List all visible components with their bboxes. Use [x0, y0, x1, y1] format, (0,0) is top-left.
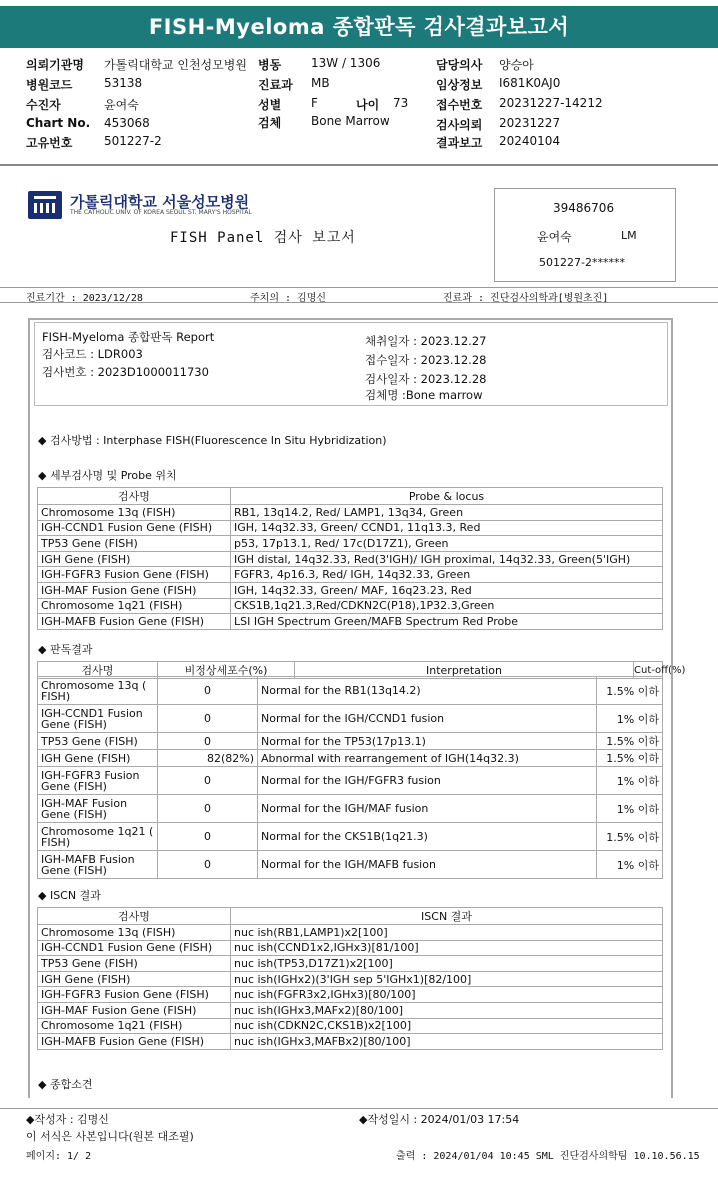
- table-row: [38, 536, 663, 552]
- result-cutoff: 1% 이하: [597, 851, 663, 879]
- result-interpretation: Normal for the IGH/CCND1 fusion: [258, 705, 597, 733]
- page-number: 페이지: 1/ 2: [26, 1151, 92, 1162]
- probe-locus: FGFR3, 4p16.3, Red/ IGH, 14q32.33, Green: [231, 567, 663, 583]
- probe-test: TP53 Gene (FISH): [38, 536, 231, 552]
- result-test: IGH-MAFB Fusion Gene (FISH): [38, 851, 158, 879]
- result-interpretation: Normal for the IGH/MAFB fusion: [258, 851, 597, 879]
- chart-label: Chart No.: [26, 116, 91, 130]
- iscn-test: IGH Gene (FISH): [38, 971, 231, 987]
- iscn-result: nuc ish(IGHx2)(3'IGH sep 5'IGHx1)[82/100]: [231, 971, 663, 987]
- report-title-bar: FISH-Myeloma 종합판독 검사결과보고서: [0, 6, 718, 48]
- table-row: [38, 598, 663, 614]
- table-row: [38, 582, 663, 598]
- probe-header-locus: Probe & locus: [231, 488, 663, 505]
- hospital-logo-sub: THE CATHOLIC UNIV. OF KOREA SEOUL ST. MARY'S HOSPITAL: [70, 209, 252, 216]
- hospital-value: 가톨릭대학교 인천성모병원: [104, 58, 247, 72]
- visit-department: 진료과 : 진단검사의학과[병원초진]: [443, 293, 609, 304]
- result-test: IGH-CCND1 Fusion Gene (FISH): [38, 705, 158, 733]
- age-label: 나이: [356, 98, 380, 112]
- visit-meta: [0, 287, 718, 303]
- table-row: [38, 733, 663, 750]
- doctor-value: 양승아: [499, 58, 534, 72]
- table-row: [38, 1034, 663, 1050]
- specimen-value: Bone Marrow: [311, 114, 390, 128]
- probe-table: [37, 487, 663, 630]
- summary-title: ◆ 종합소견: [38, 1078, 93, 1091]
- table-row: [38, 750, 663, 767]
- result-cutoff: 1.5% 이하: [597, 750, 663, 767]
- dept-label: 진료과: [258, 78, 293, 92]
- hospital-emblem-icon: [28, 191, 62, 219]
- request-value: 20231227: [499, 116, 561, 130]
- result-count: 82(82%): [158, 750, 258, 767]
- receipt-label: 접수번호: [436, 98, 483, 112]
- probe-test: IGH Gene (FISH): [38, 551, 231, 567]
- result-test: Chromosome 13q ( FISH): [38, 677, 158, 705]
- hospital-label: 의뢰기관명: [26, 58, 84, 72]
- print-line: [0, 1146, 718, 1162]
- iscn-result: nuc ish(FGFR3x2,IGHx3)[80/100]: [231, 987, 663, 1003]
- result-cutoff: 1% 이하: [597, 705, 663, 733]
- table-row: [38, 940, 663, 956]
- iscn-test: IGH-MAFB Fusion Gene (FISH): [38, 1034, 231, 1050]
- result-interpretation: Normal for the TP53(17p13.1): [258, 733, 597, 750]
- result-test: IGH-MAF Fusion Gene (FISH): [38, 795, 158, 823]
- patient-info: [0, 52, 718, 160]
- result-cutoff: 1.5% 이하: [597, 733, 663, 750]
- result-header-interpretation: Interpretation: [295, 662, 634, 679]
- probe-test: Chromosome 1q21 (FISH): [38, 598, 231, 614]
- code-label: 병원코드: [26, 78, 73, 92]
- probe-locus: IGH distal, 14q32.33, Red(3'IGH)/ IGH proximal, 14q32.33, Green(5'IGH): [231, 551, 663, 567]
- table-row: [38, 551, 663, 567]
- table-row: [38, 987, 663, 1003]
- result-cutoff: 1% 이하: [597, 767, 663, 795]
- result-table-body: [37, 676, 663, 879]
- result-test: IGH-FGFR3 Fusion Gene (FISH): [38, 767, 158, 795]
- age-value: 73: [393, 96, 409, 110]
- id-name: 윤여숙: [537, 230, 572, 244]
- doctor-label: 담당의사: [436, 58, 483, 72]
- copy-note: 이 서식은 사본입니다(원본 대조필): [26, 1130, 194, 1143]
- unique-value: 501227-2: [104, 134, 162, 148]
- fish-panel-title: FISH Panel 검사 보고서: [170, 230, 356, 246]
- table-row: [38, 767, 663, 795]
- table-row: [38, 505, 663, 521]
- result-interpretation: Normal for the CKS1B(1q21.3): [258, 823, 597, 851]
- iscn-test: IGH-MAF Fusion Gene (FISH): [38, 1002, 231, 1018]
- iscn-section-title: ◆ ISCN 결과: [38, 889, 101, 902]
- iscn-header-result: ISCN 결과: [231, 908, 663, 925]
- probe-test: IGH-CCND1 Fusion Gene (FISH): [38, 520, 231, 536]
- table-row: [38, 971, 663, 987]
- attending-physician: 주치의 : 김명신: [250, 293, 327, 304]
- result-count: 0: [158, 851, 258, 879]
- id-rrn: 501227-2******: [539, 256, 625, 269]
- result-header-cutoff: Cut-off(%): [634, 662, 663, 679]
- iscn-test: Chromosome 13q (FISH): [38, 925, 231, 941]
- patient-label: 수진자: [26, 98, 61, 112]
- result-count: 0: [158, 823, 258, 851]
- specimen-name: 검체명 :Bone marrow: [365, 388, 483, 402]
- table-row: [38, 677, 663, 705]
- divider: [0, 164, 718, 166]
- result-section-title: ◆ 판독결과: [38, 643, 93, 656]
- specimen-label: 검체: [258, 116, 282, 130]
- report-label: 결과보고: [436, 136, 483, 150]
- result-count: 0: [158, 677, 258, 705]
- unique-label: 고유번호: [26, 136, 73, 150]
- probe-header-test: 검사명: [38, 488, 231, 505]
- iscn-table: [37, 907, 663, 1050]
- iscn-result: nuc ish(CCND1x2,IGHx3)[81/100]: [231, 940, 663, 956]
- iscn-result: nuc ish(RB1,LAMP1)x2[100]: [231, 925, 663, 941]
- report-name: FISH-Myeloma 종합판독 Report: [42, 330, 215, 344]
- probe-test: Chromosome 13q (FISH): [38, 505, 231, 521]
- receipt-value: 20231227-14212: [499, 96, 603, 110]
- table-row: [38, 520, 663, 536]
- hospital-logo-name: 가톨릭대학교 서울성모병원: [70, 193, 250, 211]
- probe-locus: CKS1B,1q21.3,Red/CDKN2C(P18),1P32.3,Green: [231, 598, 663, 614]
- chart-value: 453068: [104, 116, 150, 130]
- probe-locus: IGH, 14q32.33, Green/ MAF, 16q23.23, Red: [231, 582, 663, 598]
- table-row: [38, 705, 663, 733]
- result-count: 0: [158, 795, 258, 823]
- request-label: 검사의뢰: [436, 118, 483, 132]
- code-value: 53138: [104, 76, 143, 90]
- method-line: ◆ 검사방법 : Interphase FISH(Fluorescence In Situ Hybridization): [38, 434, 387, 447]
- iscn-result: nuc ish(IGHx3,MAFx2)[80/100]: [231, 1002, 663, 1018]
- iscn-test: TP53 Gene (FISH): [38, 956, 231, 972]
- table-row: [38, 823, 663, 851]
- id-code: LM: [621, 229, 637, 242]
- probe-locus: RB1, 13q14.2, Red/ LAMP1, 13q34, Green: [231, 505, 663, 521]
- collect-date: 채취일자 : 2023.12.27: [365, 334, 487, 348]
- patient-id-box: [494, 188, 676, 282]
- result-interpretation: Normal for the IGH/MAF fusion: [258, 795, 597, 823]
- iscn-test: IGH-FGFR3 Fusion Gene (FISH): [38, 987, 231, 1003]
- probe-locus: LSI IGH Spectrum Green/MAFB Spectrum Red Probe: [231, 614, 663, 630]
- result-count: 0: [158, 705, 258, 733]
- result-interpretation: Normal for the RB1(13q14.2): [258, 677, 597, 705]
- receive-date: 접수일자 : 2023.12.28: [365, 353, 487, 367]
- result-test: IGH Gene (FISH): [38, 750, 158, 767]
- patient-value: 윤여숙: [104, 98, 139, 112]
- test-number: 검사번호 : 2023D1000011730: [42, 365, 209, 379]
- clinical-value: I681K0AJ0: [499, 76, 561, 90]
- probe-test: IGH-FGFR3 Fusion Gene (FISH): [38, 567, 231, 583]
- result-cutoff: 1.5% 이하: [597, 677, 663, 705]
- author: ◆작성자 : 김명신: [26, 1113, 109, 1126]
- result-test: Chromosome 1q21 ( FISH): [38, 823, 158, 851]
- probe-locus: p53, 17p13.1, Red/ 17c(D17Z1), Green: [231, 536, 663, 552]
- table-row: [38, 614, 663, 630]
- dept-value: MB: [311, 76, 330, 90]
- result-header-abnormal: 비정상세포수(%): [158, 662, 295, 679]
- table-row: [38, 1002, 663, 1018]
- test-code: 검사코드 : LDR003: [42, 347, 143, 361]
- result-count: 0: [158, 733, 258, 750]
- table-row: [38, 851, 663, 879]
- copy-note-line: [0, 1127, 718, 1143]
- result-interpretation: Abnormal with rearrangement of IGH(14q32.3): [258, 750, 597, 767]
- ward-value: 13W / 1306: [311, 56, 381, 70]
- table-row: [38, 1018, 663, 1034]
- result-cutoff: 1% 이하: [597, 795, 663, 823]
- printed-info: 출력 : 2024/01/04 10:45 SML 진단검사의학팀 10.10.56.15: [396, 1151, 700, 1162]
- sex-label: 성별: [258, 98, 282, 112]
- iscn-result: nuc ish(TP53,D17Z1)x2[100]: [231, 956, 663, 972]
- result-test: TP53 Gene (FISH): [38, 733, 158, 750]
- probe-test: IGH-MAFB Fusion Gene (FISH): [38, 614, 231, 630]
- result-interpretation: Normal for the IGH/FGFR3 fusion: [258, 767, 597, 795]
- table-row: [38, 795, 663, 823]
- report-header: [34, 322, 668, 406]
- result-cutoff: 1.5% 이하: [597, 823, 663, 851]
- table-row: [38, 567, 663, 583]
- test-date: 검사일자 : 2023.12.28: [365, 372, 487, 386]
- result-count: 0: [158, 767, 258, 795]
- report-value: 20240104: [499, 134, 561, 148]
- iscn-test: IGH-CCND1 Fusion Gene (FISH): [38, 940, 231, 956]
- probe-section-title: ◆ 세부검사명 및 Probe 위치: [38, 469, 177, 482]
- iscn-result: nuc ish(IGHx3,MAFBx2)[80/100]: [231, 1034, 663, 1050]
- table-row: [38, 925, 663, 941]
- visit-period: 진료기간 : 2023/12/28: [26, 293, 143, 304]
- sex-value: F: [311, 96, 318, 110]
- written-date: ◆작성일시 : 2024/01/03 17:54: [359, 1113, 520, 1126]
- probe-test: IGH-MAF Fusion Gene (FISH): [38, 582, 231, 598]
- hospital-logo: [28, 191, 258, 221]
- id-number: 39486706: [553, 201, 615, 215]
- iscn-test: Chromosome 1q21 (FISH): [38, 1018, 231, 1034]
- result-header-test: 검사명: [38, 662, 158, 679]
- author-line: [0, 1108, 718, 1128]
- table-row: [38, 956, 663, 972]
- iscn-header-test: 검사명: [38, 908, 231, 925]
- clinical-label: 임상정보: [436, 78, 483, 92]
- ward-label: 병동: [258, 58, 282, 72]
- probe-locus: IGH, 14q32.33, Green/ CCND1, 11q13.3, Red: [231, 520, 663, 536]
- iscn-result: nuc ish(CDKN2C,CKS1B)x2[100]: [231, 1018, 663, 1034]
